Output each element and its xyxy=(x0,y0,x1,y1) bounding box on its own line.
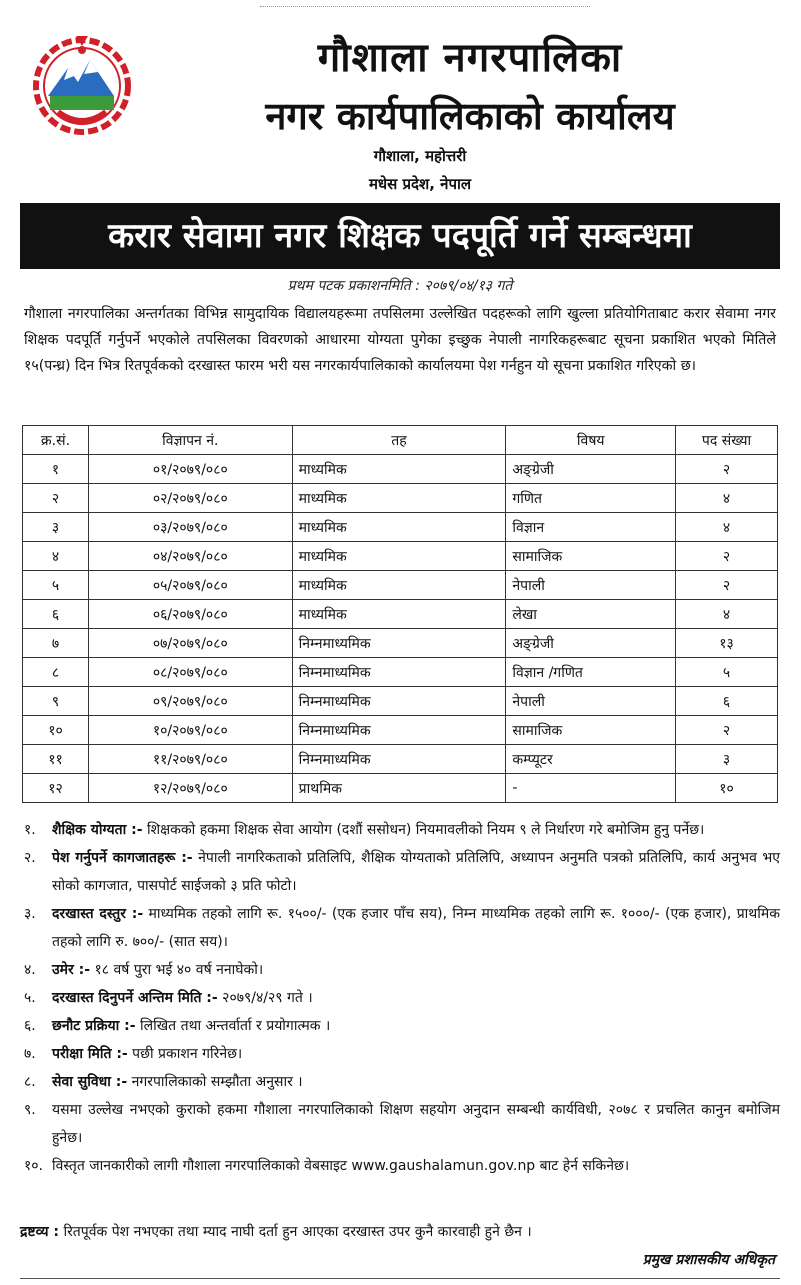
cell-subject: अङ्ग्रेजी xyxy=(506,629,676,658)
condition-item xyxy=(24,1040,780,1068)
cell-level: माध्यमिक xyxy=(292,484,506,513)
table-row xyxy=(23,658,778,687)
condition-label: पेश गर्नुपर्ने कागजातहरू :- xyxy=(52,850,193,866)
condition-label: दरखास्त दस्तुर :- xyxy=(52,906,144,922)
condition-body xyxy=(52,816,780,844)
condition-text: १८ वर्ष पुरा भई ४० वर्ष ननाघेको। xyxy=(90,962,264,978)
remark-label: द्रष्टव्य : xyxy=(20,1224,59,1240)
vacancy-table xyxy=(22,425,778,803)
cell-subject: सामाजिक xyxy=(506,542,676,571)
address-province: मधेस प्रदेश, नेपाल xyxy=(368,175,472,193)
condition-label: छनौट प्रक्रिया :- xyxy=(52,1018,136,1034)
cell-serial: ७ xyxy=(23,629,89,658)
table-row xyxy=(23,716,778,745)
cell-level: निम्नमाध्यमिक xyxy=(292,658,506,687)
condition-text: विस्तृत जानकारीको लागी गौशाला नगरपालिकाको वेबसाइट www.gaushalamun.gov.np बाट हेर्न सकिनेछ। xyxy=(52,1158,630,1174)
condition-text: नेपाली नागरिकताको प्रतिलिपि, शैक्षिक योग्यताको प्रतिलिपि, अध्यापन अनुमति पत्रको प्रतिलिपि, कार्य अनुभव भए सोको कागजात, पासपोर्ट साईजको ३ प्रति फोटो। xyxy=(52,850,780,894)
cell-ad-number: ०६/२०७९/०८० xyxy=(88,600,292,629)
cell-subject: नेपाली xyxy=(506,687,676,716)
cell-ad-number: ०५/२०७९/०८० xyxy=(88,571,292,600)
table-row xyxy=(23,687,778,716)
cell-level: निम्नमाध्यमिक xyxy=(292,745,506,774)
condition-item xyxy=(24,1068,780,1096)
cell-post-count: १० xyxy=(676,774,778,803)
condition-item xyxy=(24,1096,780,1152)
cell-subject: गणित xyxy=(506,484,676,513)
cell-post-count: २ xyxy=(676,716,778,745)
condition-item xyxy=(24,1012,780,1040)
cell-post-count: ४ xyxy=(676,484,778,513)
table-row xyxy=(23,484,778,513)
cell-post-count: १३ xyxy=(676,629,778,658)
cell-level: निम्नमाध्यमिक xyxy=(292,629,506,658)
condition-item xyxy=(24,956,780,984)
cell-post-count: २ xyxy=(676,455,778,484)
condition-body xyxy=(52,1096,780,1152)
cell-serial: २ xyxy=(23,484,89,513)
condition-text: नगरपालिकाको सम्झौता अनुसार । xyxy=(127,1074,303,1090)
cell-ad-number: १०/२०७९/०८० xyxy=(88,716,292,745)
condition-body xyxy=(52,1068,780,1096)
cell-serial: ८ xyxy=(23,658,89,687)
bottom-rule xyxy=(20,1278,780,1279)
cell-level: निम्नमाध्यमिक xyxy=(292,687,506,716)
condition-item xyxy=(24,900,780,956)
condition-label: दरखास्त दिनुपर्ने अन्तिम मिति :- xyxy=(52,990,218,1006)
cell-ad-number: ०३/२०७९/०८० xyxy=(88,513,292,542)
cell-ad-number: ०२/२०७९/०८० xyxy=(88,484,292,513)
cell-level: निम्नमाध्यमिक xyxy=(292,716,506,745)
cell-post-count: ५ xyxy=(676,658,778,687)
cell-subject: विज्ञान xyxy=(506,513,676,542)
condition-text: शिक्षकको हकमा शिक्षक सेवा आयोग (दशौं ससोधन) नियमावलीको नियम ९ ले निर्धारण गरे बमोजिम हुनु पर्नेछ। xyxy=(142,822,705,838)
cell-post-count: ४ xyxy=(676,600,778,629)
condition-number: ९. xyxy=(24,1102,36,1118)
cell-ad-number: ०८/२०७९/०८० xyxy=(88,658,292,687)
condition-item xyxy=(24,844,780,900)
header xyxy=(20,18,780,198)
cell-level: प्राथमिक xyxy=(292,774,506,803)
table-row xyxy=(23,745,778,774)
table-row xyxy=(23,600,778,629)
cell-subject: - xyxy=(506,774,676,803)
cell-level: माध्यमिक xyxy=(292,542,506,571)
condition-text: लिखित तथा अन्तर्वार्ता र प्रयोगात्मक । xyxy=(135,1018,331,1034)
condition-number: ७. xyxy=(24,1046,36,1062)
condition-label: शैक्षिक योग्यता :- xyxy=(52,822,143,838)
cell-subject: अङ्ग्रेजी xyxy=(506,455,676,484)
table-row xyxy=(23,455,778,484)
remark-text: रितपूर्वक पेश नभएका तथा म्याद नाघी दर्ता हुन आएका दरखास्त उपर कुनै कारवाही हुने छैन । xyxy=(59,1224,532,1240)
table-row xyxy=(23,513,778,542)
table-header-row xyxy=(23,426,778,455)
intro-paragraph: गौशाला नगरपालिका अन्तर्गतका विभिन्न सामुदायिक विद्यालयहरूमा तपसिलमा उल्लेखित पदहरूको लागि खुल्ला प्रतियोगिताबाट करार सेवामा नगर शिक्षक पदपूर्ति गर्नुपर्ने भएकोले तपसिलका विवरणको आधारमा योग्यता पुगेका इच्छुक नेपाली नागरिकहरूबाट सूचना प्रकाशित भएको मितिले १५(पन्ध्र) दिन भित्र रितपूर्वकको दरखास्त फारम भरी यस नगरकार्यपालिकाको कार्यालयमा पेश गर्नहुन यो सूचना प्रकाशित गरिएको छ। xyxy=(24,306,776,374)
condition-body xyxy=(52,1152,780,1180)
condition-number: ५. xyxy=(24,990,36,1006)
cell-ad-number: १२/२०७९/०८० xyxy=(88,774,292,803)
cell-post-count: ४ xyxy=(676,513,778,542)
condition-label: उमेर :- xyxy=(52,962,91,978)
condition-item xyxy=(24,816,780,844)
cell-serial: ६ xyxy=(23,600,89,629)
condition-body xyxy=(52,984,780,1012)
cell-subject: कम्प्यूटर xyxy=(506,745,676,774)
condition-number: १०. xyxy=(24,1158,44,1174)
col-post-count: पद संख्या xyxy=(676,426,778,455)
cell-ad-number: ०१/२०७९/०८० xyxy=(88,455,292,484)
condition-number: ३. xyxy=(24,906,36,922)
condition-body xyxy=(52,956,780,984)
office-title: गौशाला नगरपालिका xyxy=(317,35,623,81)
cell-post-count: २ xyxy=(676,571,778,600)
condition-label: सेवा सुविधा :- xyxy=(52,1074,128,1090)
col-ad-number: विज्ञापन नं. xyxy=(88,426,292,455)
condition-number: ८. xyxy=(24,1074,36,1090)
condition-text: पछी प्रकाशन गरिनेछ। xyxy=(127,1046,243,1062)
col-serial: क्र.सं. xyxy=(23,426,89,455)
cell-serial: १० xyxy=(23,716,89,745)
cell-subject: विज्ञान /गणित xyxy=(506,658,676,687)
condition-body xyxy=(52,1012,780,1040)
publication-date: प्रथम पटक प्रकाशनमिति : २०७९/०४/१३ गते xyxy=(287,278,513,294)
condition-item xyxy=(24,984,780,1012)
table-row xyxy=(23,774,778,803)
conditions-list xyxy=(24,816,780,1180)
remark xyxy=(20,1218,780,1246)
top-rule xyxy=(260,0,590,7)
condition-label: परीक्षा मिति :- xyxy=(52,1046,128,1062)
cell-level: माध्यमिक xyxy=(292,571,506,600)
col-subject: विषय xyxy=(506,426,676,455)
nepal-emblem-icon xyxy=(28,30,136,138)
cell-serial: ४ xyxy=(23,542,89,571)
col-level: तह xyxy=(292,426,506,455)
cell-subject: लेखा xyxy=(506,600,676,629)
cell-serial: ११ xyxy=(23,745,89,774)
cell-level: माध्यमिक xyxy=(292,513,506,542)
condition-number: ४. xyxy=(24,962,36,978)
cell-subject: नेपाली xyxy=(506,571,676,600)
condition-number: ६. xyxy=(24,1018,36,1034)
condition-text: यसमा उल्लेख नभएको कुराको हकमा गौशाला नगरपालिकाको शिक्षण सहयोग अनुदान सम्बन्धी कार्यविधी, २०७८ र प्रचलित कानुन बमोजिम हुनेछ। xyxy=(52,1102,780,1146)
cell-serial: ५ xyxy=(23,571,89,600)
cell-post-count: २ xyxy=(676,542,778,571)
office-subtitle: नगर कार्यपालिकाको कार्यालय xyxy=(265,94,675,138)
cell-ad-number: ०४/२०७९/०८० xyxy=(88,542,292,571)
notice-banner: करार सेवामा नगर शिक्षक पदपूर्ति गर्ने सम्बन्धमा xyxy=(20,203,780,269)
cell-level: माध्यमिक xyxy=(292,600,506,629)
cell-ad-number: ०७/२०७९/०८० xyxy=(88,629,292,658)
condition-item xyxy=(24,1152,780,1180)
condition-text: माध्यमिक तहको लागि रू. १५००/- (एक हजार पाँच सय), निम्न माध्यमिक तहको लागि रू. १०००/- (एक हजार), प्राथमिक तहको लागि रु. ७००/- (सात सय)। xyxy=(52,906,780,950)
cell-serial: १२ xyxy=(23,774,89,803)
cell-subject: सामाजिक xyxy=(506,716,676,745)
cell-serial: १ xyxy=(23,455,89,484)
cell-level: माध्यमिक xyxy=(292,455,506,484)
cell-serial: ९ xyxy=(23,687,89,716)
cell-post-count: ६ xyxy=(676,687,778,716)
condition-text: २०७९/४/२९ गते । xyxy=(217,990,313,1006)
condition-number: १. xyxy=(24,822,36,838)
cell-ad-number: ११/२०७९/०८० xyxy=(88,745,292,774)
cell-post-count: ३ xyxy=(676,745,778,774)
cell-ad-number: ०९/२०७९/०८० xyxy=(88,687,292,716)
table-row xyxy=(23,571,778,600)
cell-serial: ३ xyxy=(23,513,89,542)
table-row xyxy=(23,629,778,658)
condition-body xyxy=(52,900,780,956)
signature: प्रमुख प्रशासकीय अधिकृत xyxy=(642,1252,775,1268)
condition-body xyxy=(52,1040,780,1068)
condition-number: २. xyxy=(24,850,36,866)
condition-body xyxy=(52,844,780,900)
table-row xyxy=(23,542,778,571)
address-district: गौशाला, महोत्तरी xyxy=(373,147,467,165)
